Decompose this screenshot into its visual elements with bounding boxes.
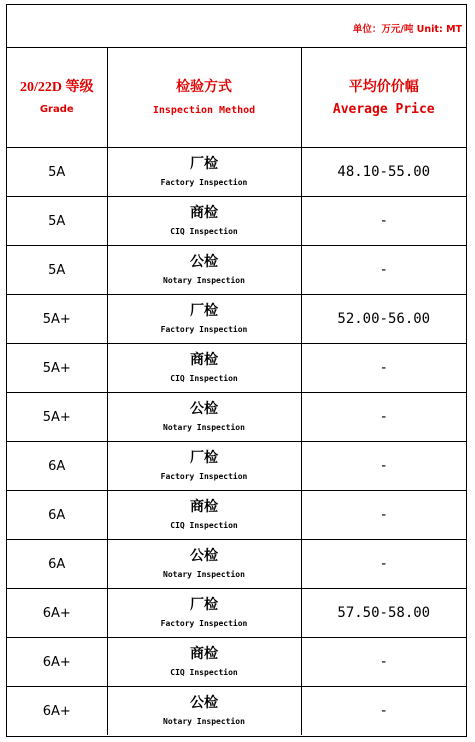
method-en: CIQ Inspection [170, 520, 238, 530]
grade-cell: 6A [7, 540, 107, 589]
method-cn: 厂检 [190, 449, 218, 466]
price-cell: - [301, 442, 466, 491]
method-cn: 商检 [190, 645, 218, 662]
method-cn: 厂检 [190, 596, 218, 613]
grade-cell: 5A [7, 148, 107, 197]
table-row [7, 491, 466, 540]
price-cell: - [301, 540, 466, 589]
price-cell: 57.50-58.00 [301, 589, 466, 638]
method-cell [107, 148, 301, 197]
method-en: Factory Inspection [160, 471, 248, 481]
grade-cell: 5A+ [7, 295, 107, 344]
grade-cell: 6A+ [7, 589, 107, 638]
grade-cell: 6A [7, 442, 107, 491]
grade-cell: 5A+ [7, 344, 107, 393]
price-cell: - [301, 638, 466, 687]
table-row [7, 197, 466, 246]
header-grade-cn: 20/22D 等级 [20, 79, 94, 95]
method-en: CIQ Inspection [170, 373, 238, 383]
method-en: Factory Inspection [160, 177, 248, 187]
price-table [7, 48, 466, 735]
method-cell [107, 687, 301, 736]
table-row [7, 442, 466, 491]
table-row [7, 687, 466, 736]
method-en: Notary Inspection [163, 569, 245, 579]
method-cell [107, 393, 301, 442]
grade-cell: 6A [7, 491, 107, 540]
method-cn: 公检 [190, 547, 218, 564]
header-price [301, 48, 466, 148]
method-cn: 商检 [190, 204, 218, 221]
method-cell [107, 246, 301, 295]
table-row [7, 589, 466, 638]
header-price-cn: 平均价价幅 [348, 78, 419, 95]
unit-label: 单位：万元/吨 Unit: MT [352, 24, 462, 35]
method-cell [107, 295, 301, 344]
method-en: Notary Inspection [163, 716, 245, 726]
grade-cell: 5A [7, 246, 107, 295]
table-row [7, 295, 466, 344]
table-row [7, 540, 466, 589]
method-cn: 商检 [190, 351, 218, 368]
method-cell [107, 589, 301, 638]
price-cell: - [301, 491, 466, 540]
method-en: CIQ Inspection [170, 667, 238, 677]
method-cn: 厂检 [190, 155, 218, 172]
method-en: Factory Inspection [160, 324, 248, 334]
price-cell: - [301, 393, 466, 442]
table-row [7, 148, 466, 197]
price-cell: - [301, 344, 466, 393]
header-grade [7, 48, 107, 148]
method-en: CIQ Inspection [170, 226, 238, 236]
price-table-sheet [6, 4, 467, 737]
method-cn: 厂检 [190, 302, 218, 319]
method-cell [107, 197, 301, 246]
grade-cell: 5A [7, 197, 107, 246]
header-grade-en: Grade [39, 103, 74, 115]
method-cn: 商检 [190, 498, 218, 515]
table-row [7, 246, 466, 295]
price-cell: - [301, 246, 466, 295]
method-cn: 公检 [190, 694, 218, 711]
method-en: Notary Inspection [163, 422, 245, 432]
price-cell: - [301, 687, 466, 736]
grade-cell: 6A+ [7, 687, 107, 736]
price-cell: - [301, 197, 466, 246]
method-cell [107, 638, 301, 687]
table-row [7, 393, 466, 442]
method-en: Notary Inspection [163, 275, 245, 285]
table-header-row [7, 48, 466, 148]
grade-cell: 6A+ [7, 638, 107, 687]
method-cell [107, 540, 301, 589]
header-method-cn: 检验方式 [176, 78, 232, 95]
method-cell [107, 442, 301, 491]
header-price-en: Average Price [332, 101, 435, 117]
price-cell: 52.00-56.00 [301, 295, 466, 344]
method-cell [107, 344, 301, 393]
price-cell: 48.10-55.00 [301, 148, 466, 197]
method-cn: 公检 [190, 253, 218, 270]
header-method-en: Inspection Method [152, 104, 256, 116]
unit-bar [7, 5, 466, 48]
table-row [7, 638, 466, 687]
method-cell [107, 491, 301, 540]
table-row [7, 344, 466, 393]
header-method [107, 48, 301, 148]
method-cn: 公检 [190, 400, 218, 417]
method-en: Factory Inspection [160, 618, 248, 628]
grade-cell: 5A+ [7, 393, 107, 442]
